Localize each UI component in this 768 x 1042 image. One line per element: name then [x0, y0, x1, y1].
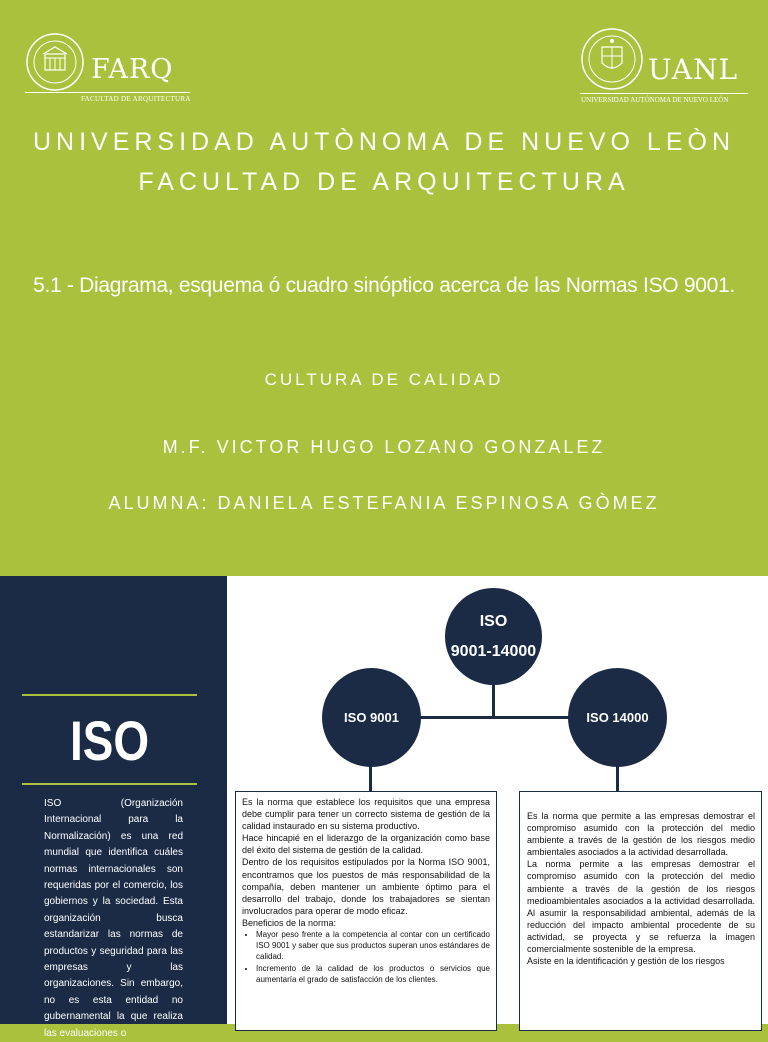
uanl-divider	[580, 93, 748, 94]
iso-9001-paragraph: Hace hincapié en el liderazgo de la organización como base del éxito del sistema de gestión de la calidad.	[242, 833, 490, 856]
iso-14000-paragraph: La norma permite a las empresas demostrar el compromiso asumido con la protección del medio ambiente a través de la gestión de los riesgos medioambientales asociados a la actividad desarrollada. Al asumir la responsabilidad ambiental, además de la reducción del impacto ambiental procedente de su actividad, se proyecta y se refuerza la imagen comercialmente sostenible de la empresa.	[527, 859, 755, 955]
root-node-label-line2: 9001-14000	[450, 642, 537, 660]
uanl-logo-subtitle: UNIVERSIDAD AUTÓNOMA DE NUEVO LEÓN	[581, 96, 729, 104]
farq-seal-icon	[25, 32, 85, 92]
uanl-logo	[580, 27, 755, 112]
list-item: • Incremento de la calidad de los productos o servicios que aumentaría el grado de satisfacción de los clientes.	[256, 963, 490, 985]
connector-14000-stem	[616, 766, 619, 792]
university-title: UNIVERSIDAD AUTÒNOMA DE NUEVO LEÒN	[32, 128, 736, 156]
subject-title: CULTURA DE CALIDAD	[264, 370, 504, 389]
connector-horizontal	[420, 716, 570, 719]
farq-logo-text: FARQ	[91, 54, 174, 85]
iso-9001-benefits-list	[242, 929, 490, 985]
faculty-title: FACULTAD DE ARQUITECTURA	[138, 168, 630, 196]
uanl-logo-text: UANL	[648, 53, 739, 86]
iso-9001-benefits-label: Beneficios de la norma:	[242, 917, 337, 928]
iso-14000-description-box	[519, 791, 762, 1031]
connector-root-stem	[492, 684, 495, 718]
panel-divider-bottom	[22, 783, 197, 785]
student-name: ALUMNA: DANIELA ESTEFANIA ESPINOSA GÒMEZ	[108, 493, 660, 513]
uanl-seal-icon	[580, 27, 644, 91]
iso-14000-node	[568, 668, 667, 767]
farq-logo	[25, 32, 195, 107]
farq-logo-subtitle: FACULTAD DE ARQUITECTURA	[81, 95, 191, 103]
iso-14000-paragraph: Asiste en la identificación y gestión de los riesgos	[527, 956, 725, 967]
list-item: • Mayor peso frente a la competencia al contar con un certificado ISO 9001 y saber que sus productos superan unos estándares de calidad.	[256, 929, 490, 962]
iso-9001-description-box	[235, 791, 497, 1031]
root-node-label-line1: ISO	[479, 612, 508, 630]
iso-description: ISO (Organización Internacional para la Normalización) es una red mundial que identifica cuáles normas internacionales son requeridas por el comercio, los gobiernos y la sociedad. Esta organización busca estandarizar las normas de productos y seguridad para las empresas y las organizaciones. Sin embargo, no es esta entidad no gubernamental la que realiza las evaluaciones o	[44, 798, 183, 1039]
iso-9001-node-label: ISO 9001	[344, 710, 399, 725]
connector-9001-stem	[369, 766, 372, 792]
iso-14000-paragraph: Es la norma que permite a las empresas demostrar el compromiso asumido con la protección del medio ambiente a través de la gestión de los riesgos medio ambientales asociados a la actividad desarrollada.	[527, 811, 755, 858]
teacher-name: M.F. VICTOR HUGO LOZANO GONZALEZ	[162, 437, 606, 457]
panel-divider-top	[22, 694, 197, 696]
iso-14000-node-label: ISO 14000	[586, 710, 649, 725]
iso-9001-node	[322, 668, 421, 767]
iso-9001-paragraph: Dentro de los requisitos estipulados por la Norma ISO 9001, encontramos que los puestos de más responsabilidad de la compañía, deben mantener un ambiente óptimo para el desarrollo del trabajo, donde los trabajadores se sientan involucrados para operar de modo eficaz.	[242, 857, 490, 916]
iso-heading: ISO	[69, 709, 150, 772]
assignment-title: 5.1 - Diagrama, esquema ó cuadro sinóptico acerca de las Normas ISO 9001.	[33, 274, 735, 297]
root-node	[445, 588, 542, 685]
farq-divider	[25, 92, 190, 93]
iso-9001-paragraph: Es la norma que establece los requisitos que una empresa debe cumplir para tener un correcto sistema de gestión de la calidad instaurado en su sistema productivo.	[242, 797, 490, 832]
